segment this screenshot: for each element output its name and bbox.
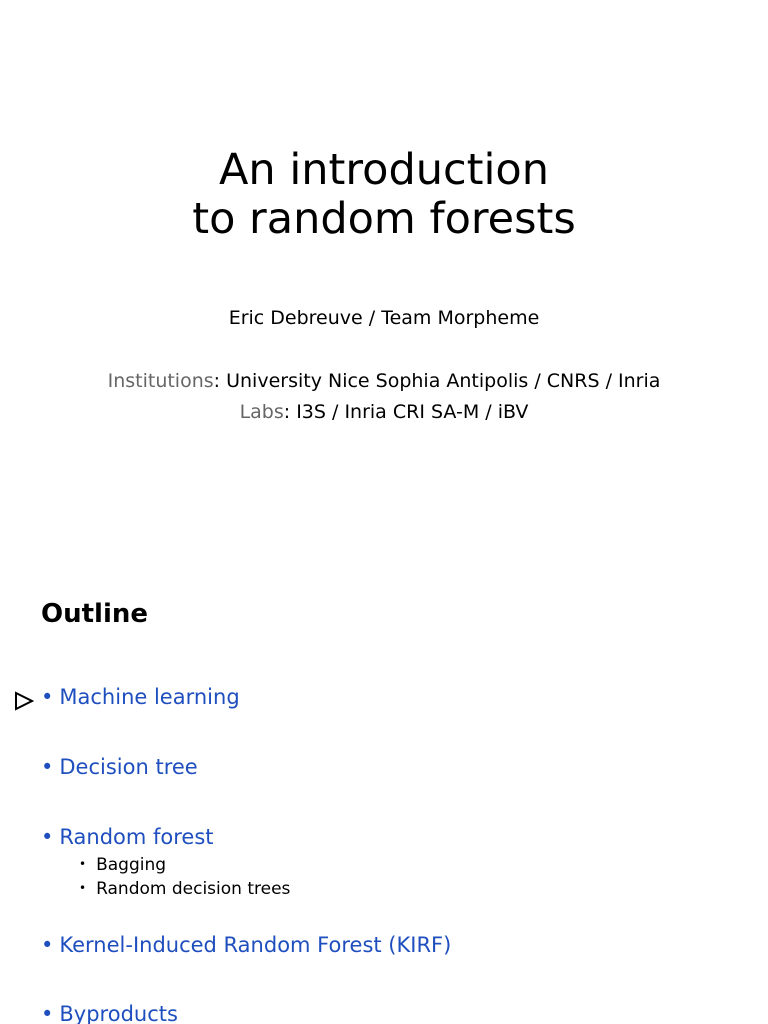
presentation-title	[0, 146, 768, 244]
outline-item-label: Kernel-Induced Random Forest (KIRF)	[59, 933, 452, 957]
outline-item-decision-tree[interactable]	[41, 754, 198, 780]
title-line-2: to random forests	[192, 194, 576, 244]
bullet-icon: •	[41, 825, 54, 849]
outline-subitem-label: Random decision trees	[96, 879, 291, 899]
labs-line	[0, 400, 768, 424]
outline-item-label: Machine learning	[59, 685, 240, 709]
title-line-1: An introduction	[219, 145, 549, 195]
labs-label: Labs	[239, 401, 284, 423]
outline-item-label: Byproducts	[59, 1002, 178, 1024]
pointer-triangle-icon	[14, 691, 34, 711]
outline-item-label: Random forest	[59, 825, 214, 849]
institutions-value: : University Nice Sophia Antipolis / CNRS / Inria	[213, 370, 661, 392]
outline-item-label: Decision tree	[59, 755, 198, 779]
outline-item-byproducts[interactable]	[41, 1001, 178, 1024]
outline-item-machine-learning[interactable]	[41, 684, 240, 710]
outline-subitem-bagging[interactable]	[79, 853, 166, 876]
outline-subitem-label: Bagging	[96, 855, 167, 875]
sub-bullet-icon: •	[79, 881, 87, 895]
bullet-icon: •	[41, 1002, 54, 1024]
outline-item-random-forest[interactable]	[41, 824, 214, 850]
bullet-icon: •	[41, 685, 54, 709]
outline-heading: Outline	[41, 599, 149, 629]
labs-value: : I3S / Inria CRI SA-M / iBV	[283, 401, 529, 423]
outline-slide	[0, 560, 768, 1024]
institutions-label: Institutions	[107, 370, 214, 392]
author-line: Eric Debreuve / Team Morpheme	[228, 307, 540, 329]
outline-item-kirf[interactable]	[41, 932, 451, 958]
sub-bullet-icon: •	[79, 857, 87, 871]
institutions-line	[0, 369, 768, 393]
bullet-icon: •	[41, 933, 54, 957]
outline-subitem-random-decision-trees[interactable]	[79, 877, 290, 900]
bullet-icon: •	[41, 755, 54, 779]
